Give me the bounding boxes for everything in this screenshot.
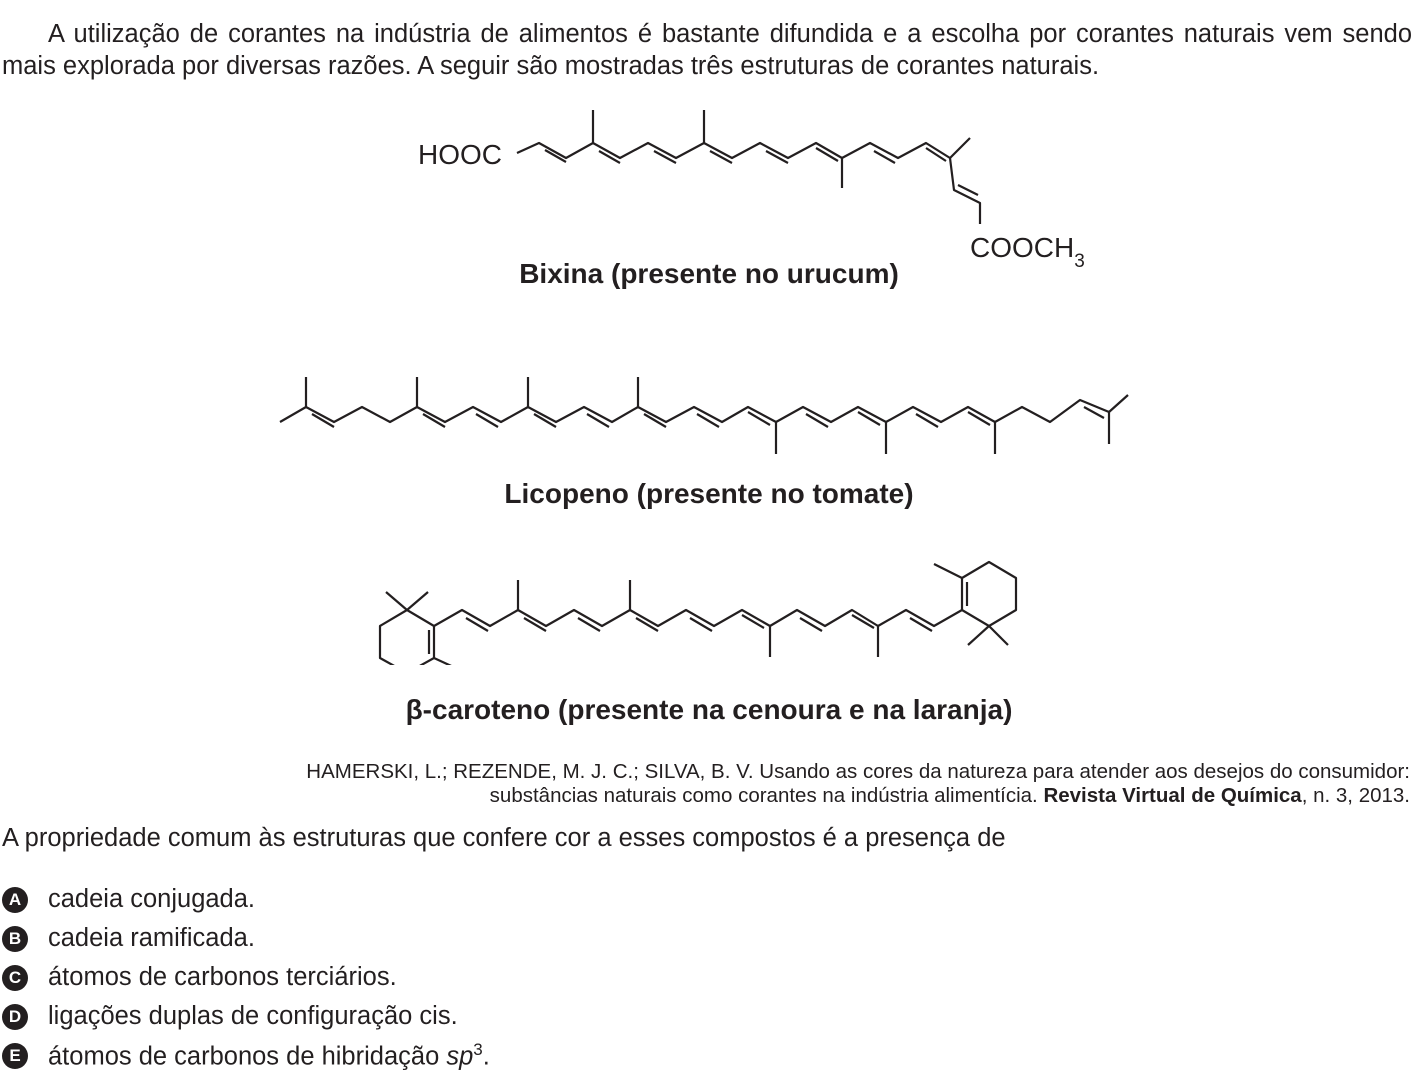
reference-line-1: HAMERSKI, L.; REZENDE, M. J. C.; SILVA, B. V. Usando as cores da natureza para atender aos desejos do consumidor: [306, 760, 1410, 783]
licopeno-structure [0, 370, 1418, 460]
licopeno-double-bond [806, 414, 828, 427]
caroteno-ring-methyl [434, 658, 460, 665]
bixina-hooc-label: HOOC [418, 139, 502, 170]
caroteno-ring-methyl [934, 564, 962, 578]
bixina-caption: Bixina (presente no urucum) [519, 258, 899, 289]
intro-paragraph: A utilização de corantes na indústria de alimentos é bastante difundida e a escolha por corantes naturais vem sendo mais explorada por diversas razões. A seguir são mostradas três estruturas de corantes naturais. [2, 20, 1412, 80]
option-c[interactable] [2, 958, 490, 997]
caroteno-gem-methyl [989, 626, 1008, 645]
caroteno-gem-methyl [386, 592, 407, 610]
option-b-text: cadeia ramificada. [48, 924, 255, 952]
option-e-badge: E [2, 1043, 28, 1069]
licopeno-double-bond [916, 414, 938, 427]
bixina-methyl [950, 138, 970, 158]
question-stem: A propriedade comum às estruturas que confere cor a esses compostos é a presença de [2, 824, 1006, 852]
answer-options [2, 880, 490, 1075]
option-c-text: átomos de carbonos terciários. [48, 963, 397, 991]
option-b[interactable] [2, 919, 490, 958]
caroteno-double-bond [910, 618, 932, 631]
bixina-cooch3-label: $COOCH_3$ [970, 232, 1085, 272]
option-d-badge: D [2, 1004, 28, 1030]
licopeno-caption: Licopeno (presente no tomate) [504, 478, 914, 509]
reference [306, 760, 1410, 808]
licopeno-double-bond [697, 414, 719, 427]
option-a[interactable] [2, 880, 490, 919]
option-e[interactable] [2, 1036, 490, 1075]
caroteno-double-bond [800, 618, 822, 631]
bixina-double-bond [874, 151, 895, 163]
bixina-chain [517, 143, 950, 158]
journal-title: Revista Virtual de Química [1043, 784, 1302, 807]
caroteno-double-bond [466, 618, 488, 631]
option-d-text: ligações duplas de configuração cis. [48, 1002, 458, 1030]
option-b-badge: B [2, 926, 28, 952]
option-e-text: átomos de carbonos de hibridação $sp^3$. [48, 1039, 490, 1071]
option-d[interactable] [2, 997, 490, 1036]
licopeno-double-bond [587, 414, 609, 427]
caroteno-double-bond [690, 618, 712, 631]
caroteno-double-bond [578, 618, 600, 631]
reference-line-2: substâncias naturais como corantes na indústria alimentícia. Revista Virtual de Química, n. 3, 2013. [489, 784, 1410, 807]
caroteno-structure [0, 555, 1418, 665]
caroteno-gem-methyl [968, 626, 989, 645]
bixina-tail [950, 158, 980, 224]
option-a-badge: A [2, 887, 28, 913]
bixina-structure [0, 100, 1418, 280]
caroteno-left-ring [380, 610, 434, 665]
caroteno-caption: β-caroteno (presente na cenoura e na laranja) [405, 694, 1013, 725]
option-c-badge: C [2, 965, 28, 991]
option-a-text: cadeia conjugada. [48, 885, 256, 913]
caroteno-right-ring [962, 562, 1016, 626]
caroteno-gem-methyl [407, 592, 428, 610]
licopeno-double-bond [476, 414, 498, 427]
